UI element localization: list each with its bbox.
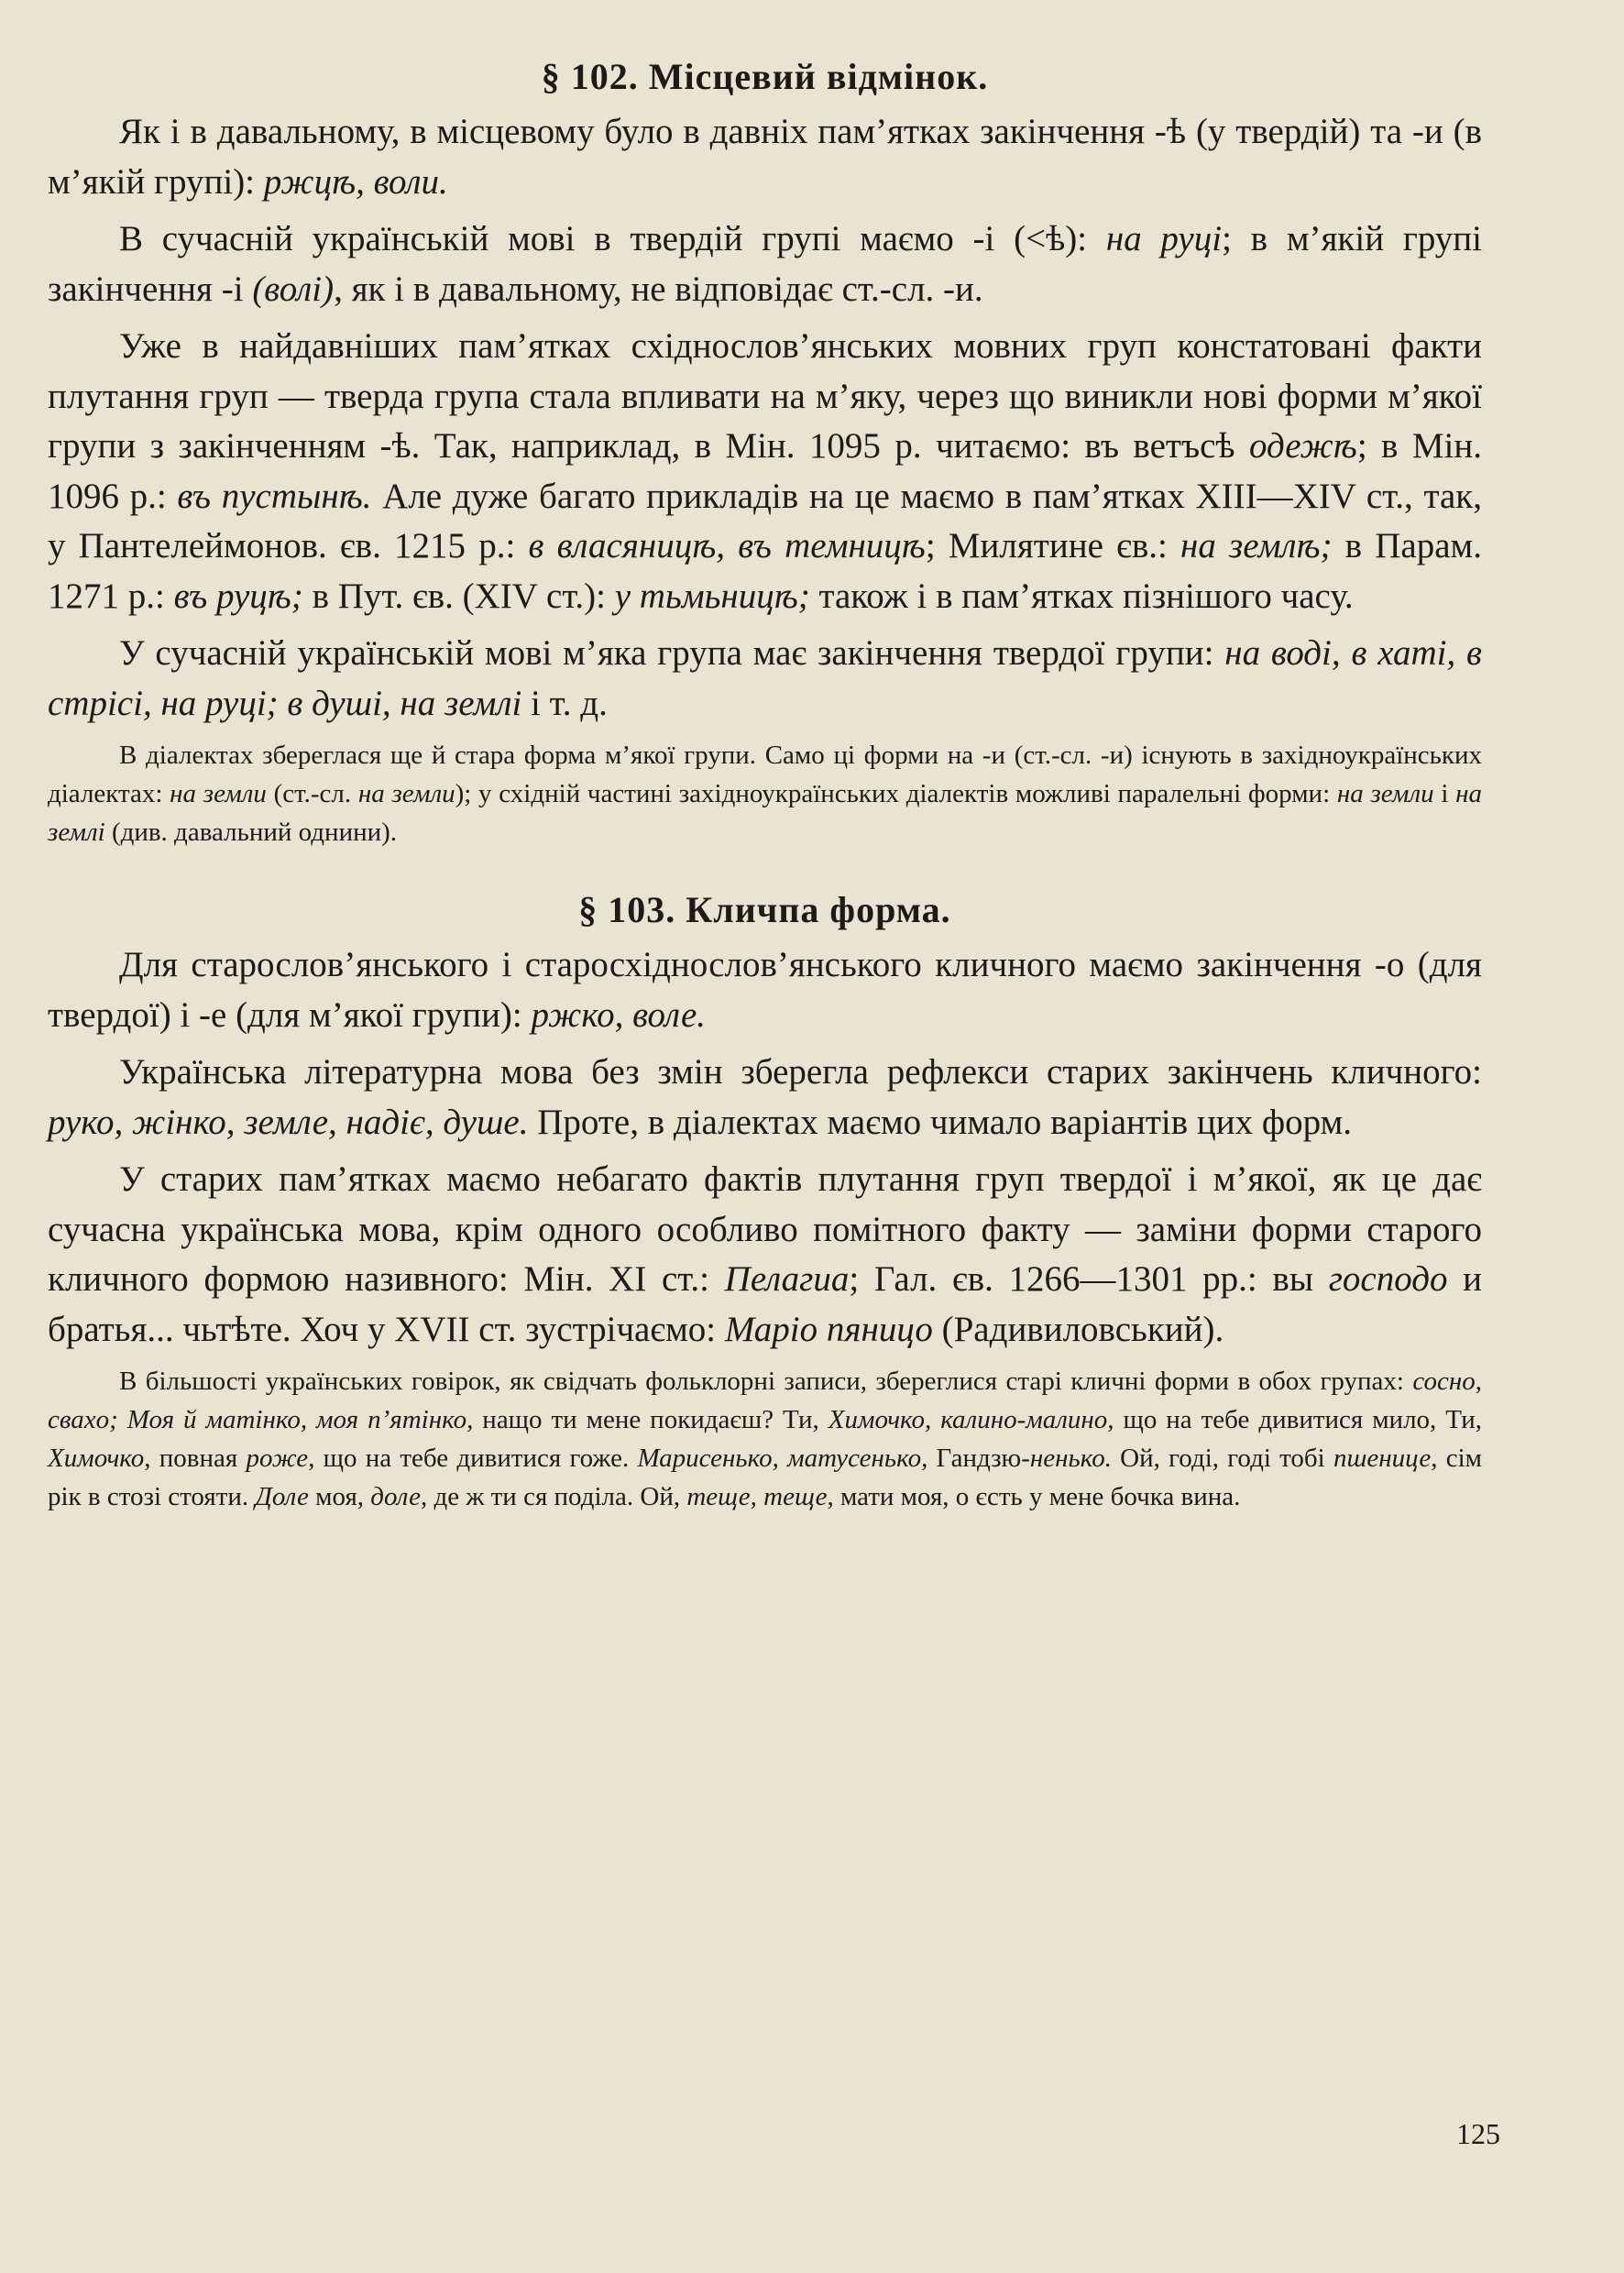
italic-run: на землѣ; bbox=[1180, 526, 1333, 566]
italic-run: одежѣ bbox=[1249, 426, 1357, 466]
italic-run: на руці bbox=[1105, 219, 1223, 258]
italic-run: сосно, сваxо; Моя й матінко, моя п’ятінко, bbox=[48, 1367, 1482, 1434]
text-run: Українська літературна мова без змін зберегла рефлекси старих закінчень кличного: bbox=[119, 1052, 1482, 1092]
text-run: (ст.-сл. bbox=[266, 779, 358, 808]
section-103-paragraph-1 bbox=[48, 940, 1482, 1040]
italic-run: (волі) bbox=[252, 269, 335, 309]
text-run: Для старослов’янського і старосхіднослов’янського кличного маємо закінчення -о (для твердої) і -е (для м’якої групи): bbox=[48, 945, 1482, 1035]
italic-run: Химочко, калино-малино, bbox=[828, 1405, 1114, 1434]
section-102-paragraph-1 bbox=[48, 107, 1482, 207]
text-run: Проте, в діалектах маємо чимало варіантів цих форм. bbox=[528, 1102, 1353, 1142]
section-102-paragraph-3 bbox=[48, 322, 1482, 621]
italic-run: доле bbox=[370, 1482, 421, 1511]
section-103-paragraph-3 bbox=[48, 1155, 1482, 1355]
text-run: Гандзю- bbox=[927, 1444, 1030, 1473]
text-run: моя, bbox=[308, 1482, 371, 1511]
italic-run: въ руцѣ; bbox=[173, 576, 303, 616]
section-102-heading: § 102. Місцевий відмінок. bbox=[541, 56, 989, 97]
italic-run: у тьмьницѣ; bbox=[614, 576, 810, 616]
text-run: , сім рік в стозі стояти. bbox=[48, 1444, 1482, 1511]
text-run: і bbox=[1433, 779, 1456, 808]
text-run: ; Милятине єв.: bbox=[925, 526, 1180, 566]
italic-run: теще, теще bbox=[686, 1482, 828, 1511]
text-run: В сучасній українській мові в твердій групі маємо -і (<ѣ): bbox=[119, 219, 1106, 258]
text-run: в Парам. 1271 р.: bbox=[48, 526, 1482, 616]
italic-run: на землі bbox=[48, 779, 1482, 847]
text-run: В більшості українських говірок, як свідчать фольклорні записи, збереглися старі кличні форми в обох групах: bbox=[119, 1367, 1413, 1396]
section-103-heading: § 103. Кличпа форма. bbox=[578, 889, 951, 930]
italic-run: господо bbox=[1328, 1259, 1448, 1299]
text-run: що на тебе дивитися мило, Ти, bbox=[1114, 1405, 1483, 1434]
text-run: У старих пам’ятках маємо небагато фактів плутання груп твердої і м’якої, як це дає сучасна українська мова, крім одного особливо помітного факту — заміни форми старого кличного формою називного: Мін. XI ст.: bbox=[48, 1159, 1482, 1299]
section-103-paragraph-2 bbox=[48, 1048, 1482, 1147]
italic-run: в власяницѣ, въ темницѣ bbox=[528, 526, 926, 566]
text-run: , повная bbox=[144, 1444, 247, 1473]
text-run: нащо ти мене покидаєш? Ти, bbox=[473, 1405, 828, 1434]
italic-run: Химочко bbox=[48, 1444, 145, 1473]
section-102-paragraph-2 bbox=[48, 214, 1482, 314]
italic-run: руко, жінко, земле, надіє, душе. bbox=[48, 1102, 529, 1142]
section-103-footnote bbox=[48, 1362, 1482, 1516]
text-run: , що на тебе дивитися гоже. bbox=[308, 1444, 638, 1473]
italic-run: на земли bbox=[357, 779, 455, 808]
italic-run: пшенице bbox=[1333, 1444, 1432, 1473]
text-run: и братья... чьтѣте. Хоч у XVII ст. зустрічаємо: bbox=[48, 1259, 1483, 1349]
text-run: Але дуже багато прикладів на це маємо в пам’ятках XIII—XIV ст., так, у Пантелеймонов. єв. 1215 р.: bbox=[48, 476, 1482, 566]
text-run: Уже в найдавніших пам’ятках східнослов’янських мовних груп констатовані факти плутання груп — тверда група стала впливати на м’яку, через що виникли нові форми м’якої групи з закінченням -ѣ. Так, наприклад, в Мін. 1095 р. читаємо: въ ветъсѣ bbox=[48, 326, 1482, 466]
text-run: , де ж ти ся поділа. Ой, bbox=[420, 1482, 687, 1511]
italic-run: ржцѣ, воли. bbox=[263, 161, 448, 202]
text-run: ; в Мін. 1096 р.: bbox=[48, 426, 1482, 516]
text-run: , мати моя, о єсть у мене бочка вина. bbox=[827, 1482, 1241, 1511]
italic-run: на земли bbox=[170, 779, 267, 808]
italic-run: въ пустынѣ. bbox=[177, 476, 372, 516]
italic-run: ржко, воле. bbox=[531, 994, 707, 1035]
book-page bbox=[48, 48, 1482, 2211]
text-run: (див. давальний однини). bbox=[104, 818, 398, 847]
text-run: , як і в давальному, не відповідає ст.-сл. -и. bbox=[334, 269, 983, 309]
italic-run: роже bbox=[246, 1444, 309, 1473]
text-run: (Радивиловський). bbox=[932, 1309, 1224, 1349]
italic-run: на воді, в хаті, в стрісі, на руці; в душі, на землі bbox=[48, 633, 1482, 723]
text-run: Ой, годі, годі тобі bbox=[1111, 1444, 1333, 1473]
italic-run: на земли bbox=[1336, 779, 1434, 808]
text-run: ; Гал. єв. 1266—1301 рр.: вы bbox=[849, 1259, 1329, 1299]
page-number: 125 bbox=[1456, 2117, 1500, 2150]
italic-run: Пелагиа bbox=[724, 1259, 850, 1299]
italic-run: Доле bbox=[255, 1482, 309, 1511]
italic-run: Маріо пяницо bbox=[724, 1309, 933, 1349]
section-102-paragraph-4 bbox=[48, 629, 1482, 729]
text-run: В діалектах збереглася ще й стара форма м’якої групи. Само ці форми на -и (ст.-сл. -и) існують в західноукраїнських діалектах: bbox=[48, 741, 1482, 808]
text-run: і т. д. bbox=[521, 683, 608, 723]
text-run: ); у східній частині західноукраїнських діалектів можливі паралельні форми: bbox=[455, 779, 1337, 808]
text-run: У сучасній українській мові м’яка група має закінчення твердої групи: bbox=[119, 633, 1225, 673]
text-run: в Пут. єв. (XIV ст.): bbox=[302, 576, 615, 616]
text-run: також і в пам’ятках пізнішого часу. bbox=[809, 576, 1354, 616]
section-102-footnote bbox=[48, 736, 1482, 851]
text-run: Як і в давальному, в місцевому було в давніх пам’ятках закінчення -ѣ (у твердій) та -и (в м’якій групі): bbox=[48, 112, 1482, 202]
italic-run: Марисенько, матусенько, bbox=[637, 1444, 928, 1473]
italic-run: ненько. bbox=[1029, 1444, 1112, 1473]
text-run: ; в м’якій групі закінчення -і bbox=[48, 219, 1483, 309]
